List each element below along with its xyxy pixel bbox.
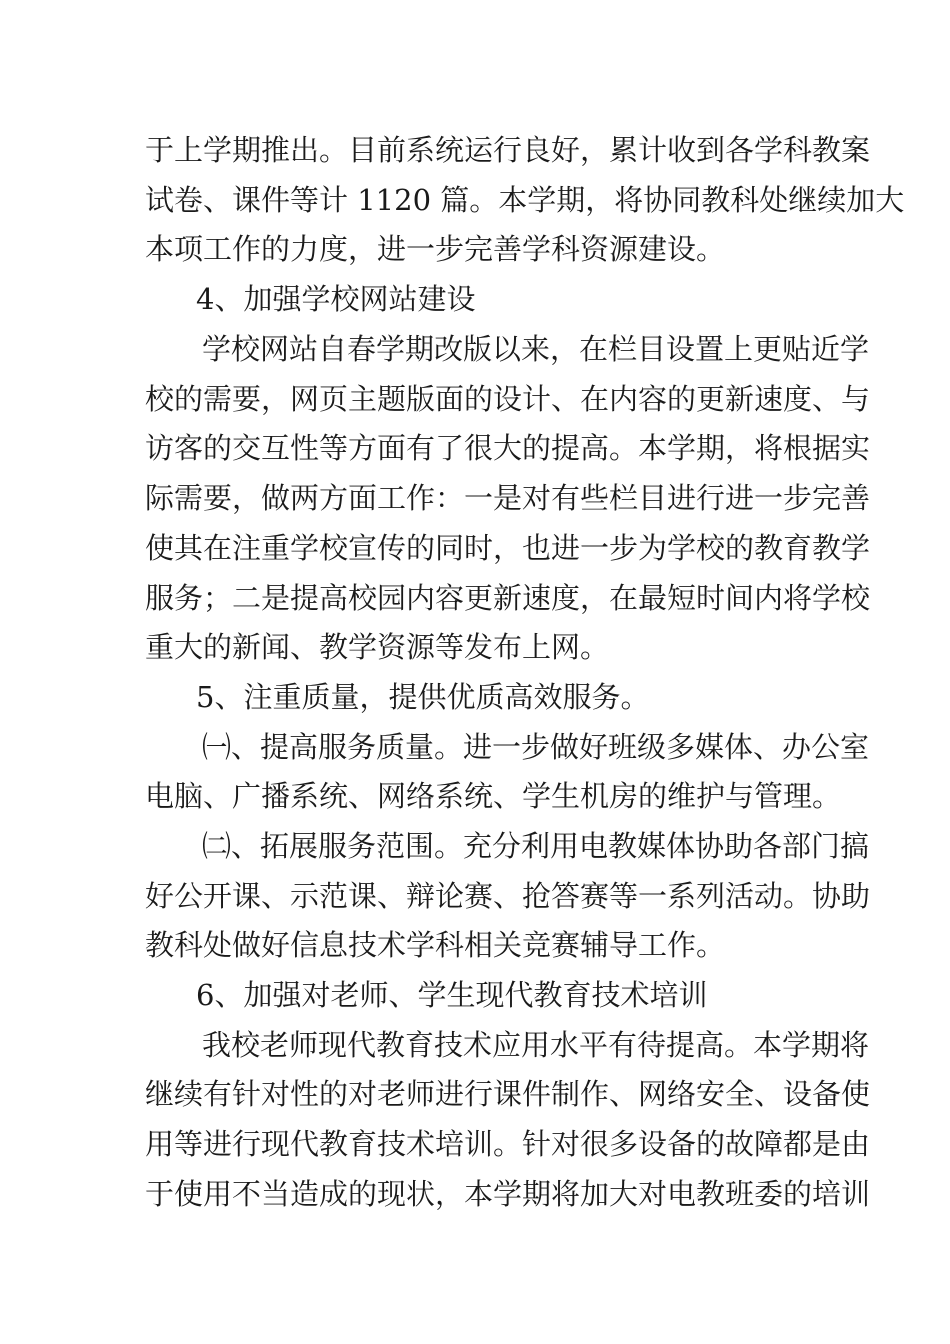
text-line: 服务；二是提高校园内容更新速度，在最短时间内将学校 bbox=[145, 581, 871, 615]
text-line: 于使用不当造成的现状，本学期将加大对电教班委的培训 bbox=[145, 1177, 871, 1211]
text-line: 教科处做好信息技术学科相关竞赛辅导工作。 bbox=[145, 928, 726, 962]
text-line: 好公开课、示范课、辩论赛、抢答赛等一系列活动。协助 bbox=[145, 879, 871, 913]
text-line: 际需要，做两方面工作：一是对有些栏目进行进一步完善 bbox=[145, 481, 871, 515]
text-line: 电脑、广播系统、网络系统、学生机房的维护与管理。 bbox=[145, 779, 842, 813]
text-line: ㈡、拓展服务范围。充分利用电教媒体协助各部门搞 bbox=[202, 829, 870, 863]
text-line: ㈠、提高服务质量。进一步做好班级多媒体、办公室 bbox=[202, 730, 870, 764]
text-line: 本项工作的力度，进一步完善学科资源建设。 bbox=[145, 232, 726, 266]
text-line: 重大的新闻、教学资源等发布上网。 bbox=[145, 630, 610, 664]
text-line: 校的需要，网页主题版面的设计、在内容的更新速度、与 bbox=[145, 382, 871, 416]
text-line: 我校老师现代教育技术应用水平有待提高。本学期将 bbox=[202, 1028, 870, 1062]
text-line: 访客的交互性等方面有了很大的提高。本学期，将根据实 bbox=[145, 431, 871, 465]
text-line: 用等进行现代教育技术培训。针对很多设备的故障都是由 bbox=[145, 1127, 871, 1161]
text-line: 使其在注重学校宣传的同时，也进一步为学校的教育教学 bbox=[145, 531, 871, 565]
section-heading: 6、加强对老师、学生现代教育技术培训 bbox=[196, 978, 708, 1012]
text-line: 于上学期推出。目前系统运行良好，累计收到各学科教案 bbox=[145, 133, 871, 167]
text-line: 继续有针对性的对老师进行课件制作、网络安全、设备使 bbox=[145, 1077, 871, 1111]
text-line: 试卷、课件等计 1120 篇。本学期，将协同教科处继续加大 bbox=[145, 183, 905, 217]
section-heading: 5、注重质量，提供优质高效服务。 bbox=[196, 680, 650, 714]
text-line: 学校网站自春学期改版以来，在栏目设置上更贴近学 bbox=[202, 332, 870, 366]
section-heading: 4、加强学校网站建设 bbox=[196, 282, 476, 316]
